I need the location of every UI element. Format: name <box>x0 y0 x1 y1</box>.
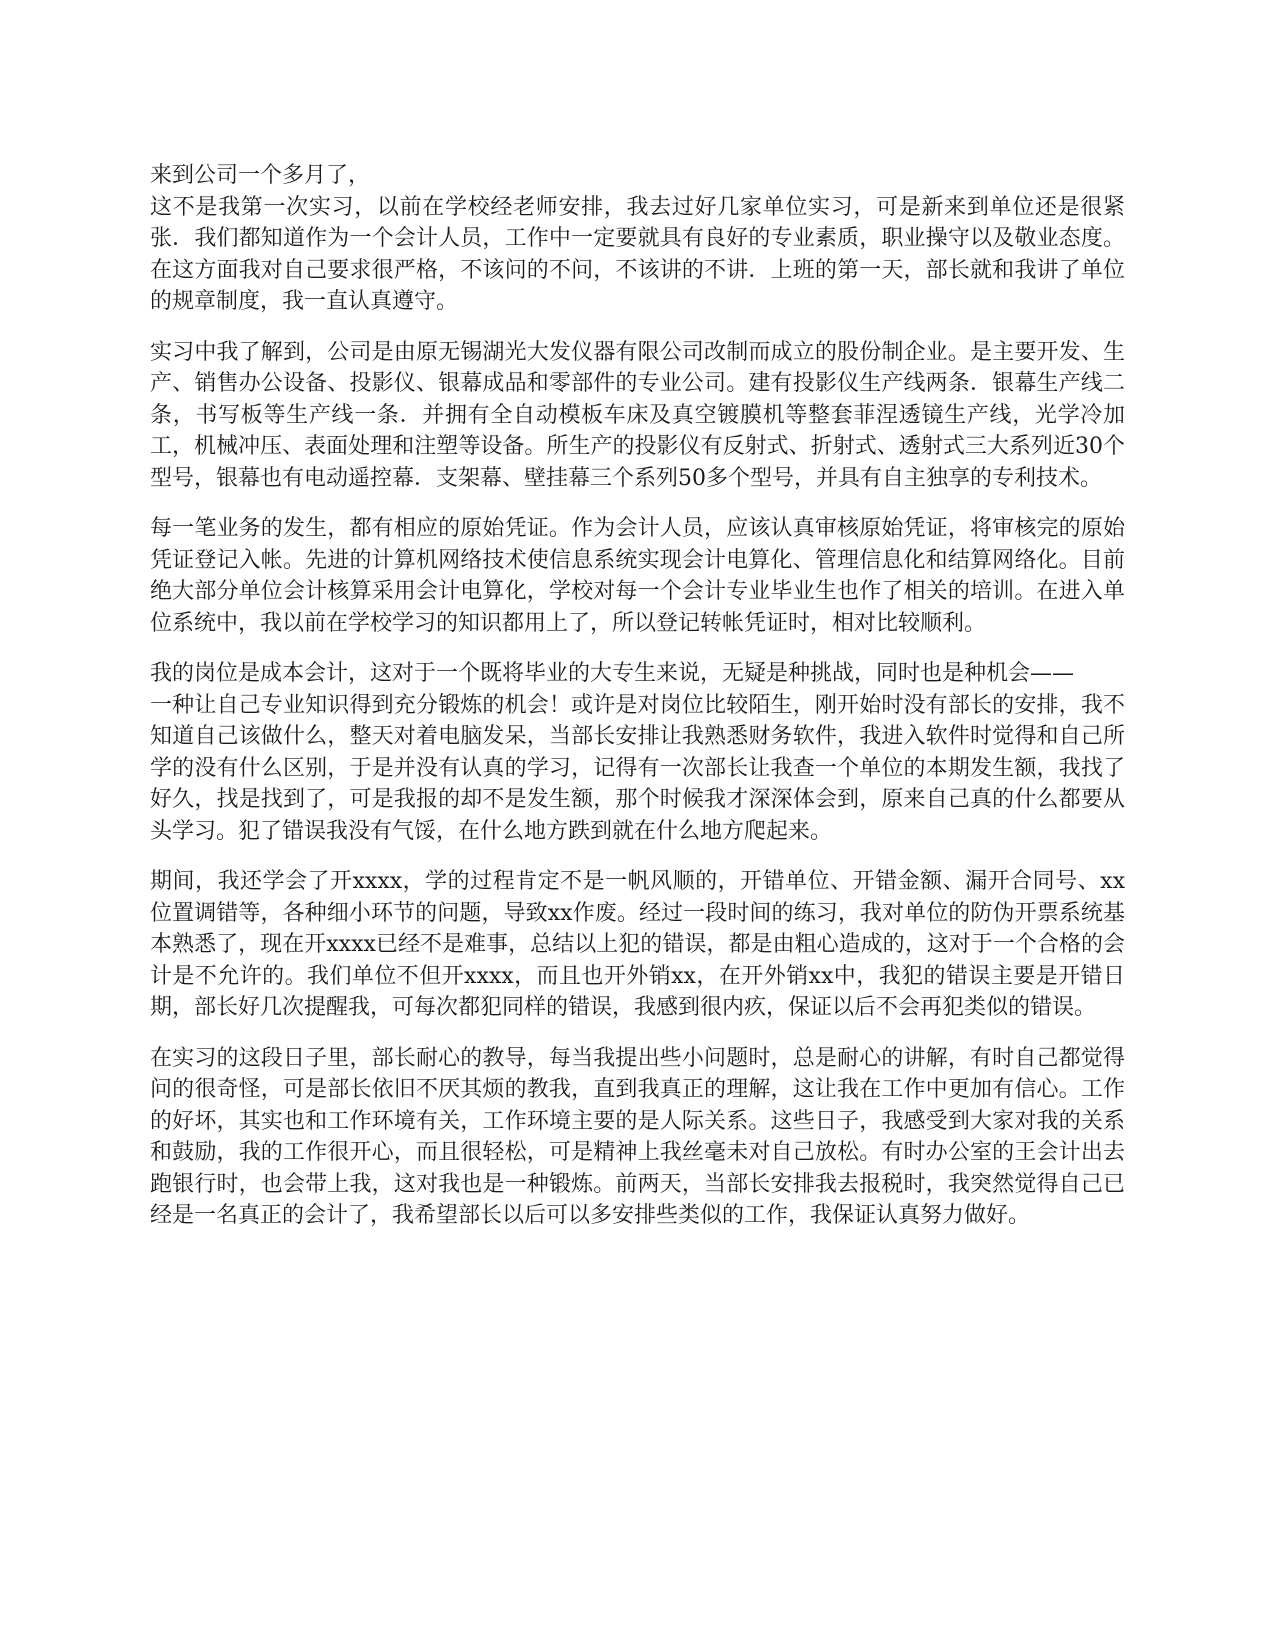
paragraph-invoicing <box>150 866 1125 1024</box>
paragraph-text: 这不是我第一次实习，以前在学校经老师安排，我去过好几家单位实习，可是新来到单位还是很紧张．我们都知道作为一个会计人员，工作中一定要就具有良好的专业素质，职业操守以及敬业态度。在这方面我对自己要求很严格，不该问的不问，不该讲的不讲．上班的第一天，部长就和我讲了单位的规章制度，我一直认真遵守。 <box>150 194 1125 314</box>
paragraph-text: 一种让自己专业知识得到充分锻炼的机会！或许是对岗位比较陌生，刚开始时没有部长的安排，我不知道自己该做什么，整天对着电脑发呆，当部长安排让我熟悉财务软件，我进入软件时觉得和自己所学的没有什么区别，于是并没有认真的学习，记得有一次部长让我查一个单位的本期发生额，我找了好久，找是找到了，可是我报的却不是发生额，那个时候我才深深体会到，原来自己真的什么都要从头学习。犯了错误我没有气馁，在什么地方跌到就在什么地方爬起来。 <box>150 692 1125 844</box>
paragraph-vouchers <box>150 513 1125 639</box>
paragraph-arrival <box>150 160 1125 318</box>
paragraph-mentoring <box>150 1043 1125 1232</box>
paragraph-text: 实习中我了解到，公司是由原无锡湖光大发仪器有限公司改制而成立的股份制企业。是主要开发、生产、销售办公设备、投影仪、银幕成品和零部件的专业公司。建有投影仪生产线两条．银幕生产线二条，书写板等生产线一条．并拥有全自动模板车床及真空镀膜机等整套菲涅透镜生产线，光学冷加工，机械冲压、表面处理和注塑等设备。所生产的投影仪有反射式、折射式、透射式三大系列近30个型号，银幕也有电动遥控幕．支架幕、壁挂幕三个系列50多个型号，并具有自主独享的专利技术。 <box>150 339 1125 491</box>
paragraph-company-intro <box>150 337 1125 495</box>
paragraph-text: 期间，我还学会了开xxxx，学的过程肯定不是一帆风顺的，开错单位、开错金额、漏开合同号、xx位置调错等，各种细小环节的问题，导致xx作废。经过一段时间的练习，我对单位的防伪开票系统基本熟悉了，现在开xxxx已经不是难事，总结以上犯的错误，都是由粗心造成的，这对于一个合格的会计是不允许的。我们单位不但开xxxx，而且也开外销xx，在开外销xx中，我犯的错误主要是开错日期，部长好几次提醒我，可每次都犯同样的错误，我感到很内疚，保证以后不会再犯类似的错误。 <box>150 869 1125 1020</box>
paragraph-text: 在实习的这段日子里，部长耐心的教导，每当我提出些小问题时，总是耐心的讲解，有时自己都觉得问的很奇怪，可是部长依旧不厌其烦的教我，直到我真正的理解，这让我在工作中更加有信心。工作的好坏，其实也和工作环境有关，工作环境主要的是人际关系。这些日子，我感受到大家对我的关系和鼓励，我的工作很开心，而且很轻松，可是精神上我丝毫未对自己放松。有时办公室的王会计出去跑银行时，也会带上我，这对我也是一种锻炼。前两天，当部长安排我去报税时，我突然觉得自己已经是一名真正的会计了，我希望部长以后可以多安排些类似的工作，我保证认真努力做好。 <box>150 1045 1125 1228</box>
paragraph-lead-line: 来到公司一个多月了， <box>150 163 371 188</box>
paragraph-text: 每一笔业务的发生，都有相应的原始凭证。作为会计人员，应该认真审核原始凭证，将审核完的原始凭证登记入帐。先进的计算机网络技术使信息系统实现会计电算化、管理信息化和结算网络化。目前绝大部分单位会计核算采用会计电算化，学校对每一个会计专业毕业生也作了相关的培训。在进入单位系统中，我以前在学校学习的知识都用上了，所以登记转帐凭证时，相对比较顺利。 <box>150 516 1125 636</box>
paragraph-position <box>150 658 1125 847</box>
document-page <box>150 160 1125 1251</box>
paragraph-lead-line: 我的岗位是成本会计，这对于一个既将毕业的大专生来说，无疑是种挑战，同时也是种机会—— <box>150 661 1075 686</box>
